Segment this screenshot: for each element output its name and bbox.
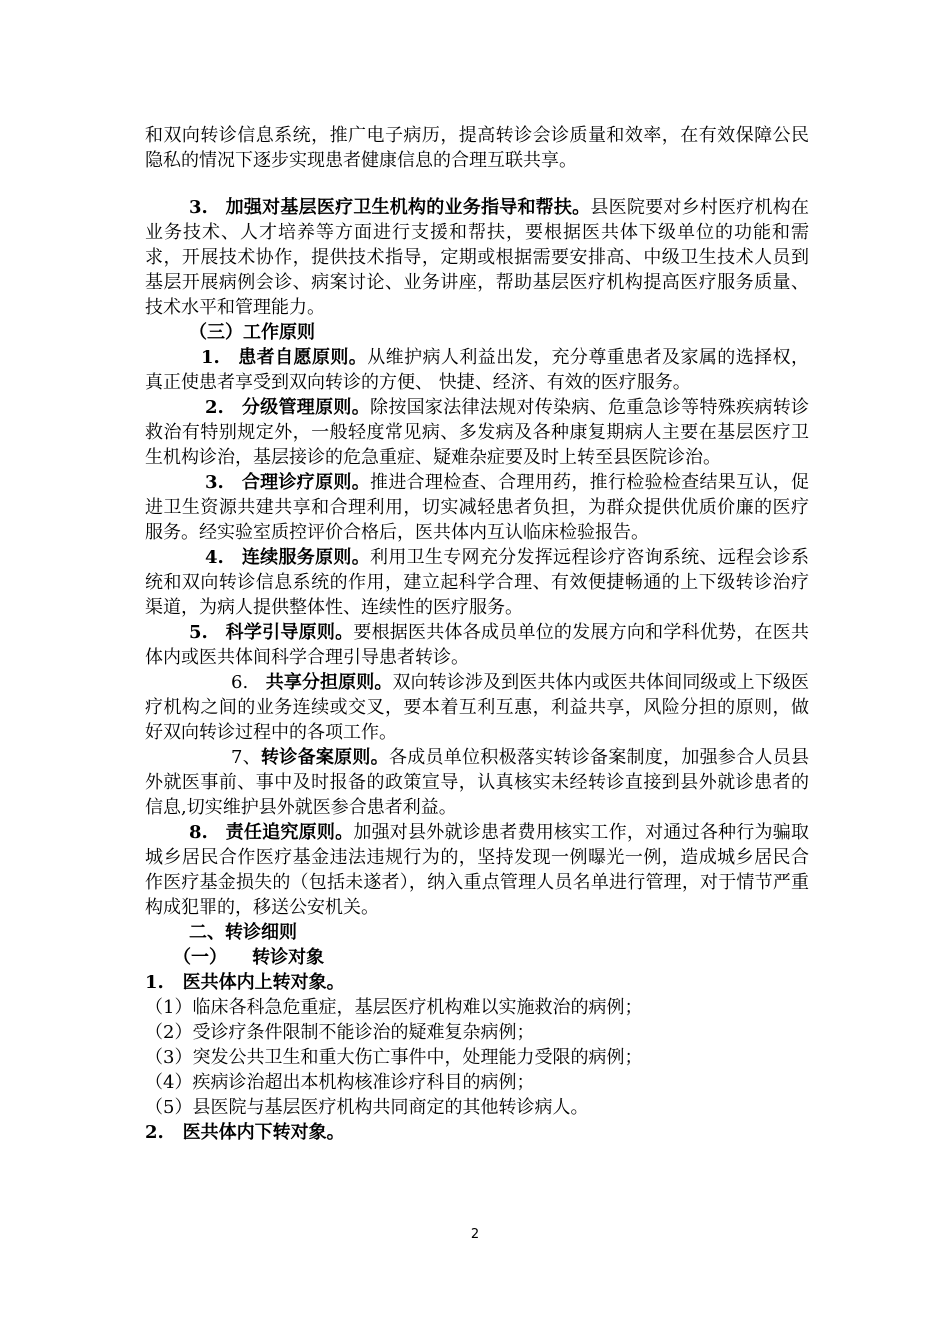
up-referral-item: （3）突发公共卫生和重大伤亡事件中，处理能力受限的病例； — [145, 1047, 643, 1068]
heading-number: 1. — [145, 972, 164, 993]
principle-title: 责任追究原则。 — [225, 822, 354, 843]
principle-number: 7、 — [231, 747, 262, 768]
up-referral-item: （5）县医院与基层医疗机构共同商定的其他转诊病人。 — [145, 1097, 589, 1118]
principle-number: 2. — [205, 397, 224, 418]
principle-6 — [145, 670, 809, 745]
item-3-title: 加强对基层医疗卫生机构的业务指导和帮扶。 — [225, 197, 591, 218]
principle-2 — [145, 395, 809, 470]
principle-4 — [145, 545, 809, 620]
subsection-1-heading — [145, 945, 809, 970]
up-referral-heading — [145, 970, 809, 995]
principle-number: 4. — [205, 547, 224, 568]
intro-paragraph: 和双向转诊信息系统，推广电子病历，提高转诊会诊质量和效率，在有效保障公民隐私的情况下逐步实现患者健康信息的合理互联共享。 — [145, 125, 809, 171]
subsection-title: 转诊对象 — [252, 947, 325, 968]
principle-title: 共享分担原则。 — [265, 672, 393, 693]
document-body — [145, 123, 809, 1145]
up-referral-item: （1）临床各科急危重症，基层医疗机构难以实施救治的病例； — [145, 997, 643, 1018]
paragraph-gap — [145, 173, 809, 195]
principle-body: 加强对县外就诊患者费用核实工作，对通过各种行为骗取城乡居民合作医疗基金违法违规行为的，坚持发现一例曝光一例，造成城乡居民合作医疗基金损失的（包括未遂者），纳入重点管理人员名单进行管理，对于情节严重构成犯罪的，移送公安机关。 — [145, 822, 809, 918]
principle-5 — [145, 620, 809, 670]
principle-body: 推进合理检查、合理用药，推行检验检查结果互认，促进卫生资源共建共享和合理利用，切实减轻患者负担，为群众提供优质价廉的医疗服务。经实验室质控评价合格后，医共体内互认临床检验报告。 — [145, 472, 810, 543]
heading-text: 医共体内上转对象。 — [182, 972, 345, 993]
subsection-number: （一） — [173, 947, 227, 968]
principle-7 — [145, 745, 809, 820]
principle-body: 除按国家法律法规对传染病、危重急诊等特殊疾病转诊救治有特别规定外，一般轻度常见病、多发病及各种康复期病人主要在基层医疗卫生机构诊治，基层接诊的危急重症、疑难杂症要及时上转至县医院诊治。 — [145, 397, 810, 468]
principle-body: 各成员单位积极落实转诊备案制度，加强参合人员县外就医事前、事中及时报备的政策宣导，认真核实未经转诊直接到县外就诊患者的信息,切实维护县外就医参合患者利益。 — [145, 747, 810, 818]
up-referral-item: （2）受诊疗条件限制不能诊治的疑难复杂病例； — [145, 1022, 535, 1043]
principle-number: 6. — [231, 672, 249, 693]
principle-title: 科学引导原则。 — [225, 622, 354, 643]
principle-title: 患者自愿原则。 — [238, 347, 368, 368]
principle-body: 要根据医共体各成员单位的发展方向和学科优势，在医共体内或医共体间科学合理引导患者转诊。 — [145, 622, 809, 668]
principle-number: 5. — [189, 622, 208, 643]
principle-number: 8. — [189, 822, 208, 843]
principle-number: 1. — [201, 347, 220, 368]
principle-3 — [145, 470, 809, 545]
item-3-number: 3. — [189, 197, 208, 218]
principle-8 — [145, 820, 809, 920]
page-number: 2 — [470, 1227, 480, 1242]
principle-number: 3. — [205, 472, 224, 493]
part-2-heading: 二、转诊细则 — [189, 922, 297, 943]
heading-number: 2. — [145, 1122, 164, 1143]
up-referral-item: （4）疾病诊治超出本机构核准诊疗科目的病例； — [145, 1072, 535, 1093]
section-3-heading: （三）工作原则 — [189, 322, 315, 343]
principle-title: 分级管理原则。 — [241, 397, 371, 418]
down-referral-heading — [145, 1120, 809, 1145]
principle-title: 转诊备案原则。 — [261, 747, 389, 768]
principle-body: 从维护病人利益出发，充分尊重患者及家属的选择权， 真正使患者享受到双向转诊的方便、 快捷、经济、有效的医疗服务。 — [145, 347, 810, 393]
principle-title: 合理诊疗原则。 — [241, 472, 371, 493]
heading-text: 医共体内下转对象。 — [182, 1122, 345, 1143]
principle-1 — [145, 345, 809, 395]
item-3-paragraph — [145, 195, 809, 320]
principle-title: 连续服务原则。 — [241, 547, 371, 568]
item-3-body: 县医院要对乡村医疗机构在业务技术、人才培养等方面进行支援和帮扶，要根据医共体下级单位的功能和需求，开展技术协作，提供技术指导，定期或根据需要安排高、中级卫生技术人员到基层开展病例会诊、病案讨论、业务讲座，帮助基层医疗机构提高医疗服务质量、技术水平和管理能力。 — [145, 197, 810, 318]
principle-body: 利用卫生专网充分发挥远程诊疗咨询系统、远程会诊系统和双向转诊信息系统的作用，建立起科学合理、有效便捷畅通的上下级转诊治疗渠道，为病人提供整体性、连续性的医疗服务。 — [145, 547, 810, 618]
principle-body: 双向转诊涉及到医共体内或医共体间同级或上下级医疗机构之间的业务连续或交叉，要本着互利互惠，利益共享，风险分担的原则，做好双向转诊过程中的各项工作。 — [145, 672, 810, 743]
